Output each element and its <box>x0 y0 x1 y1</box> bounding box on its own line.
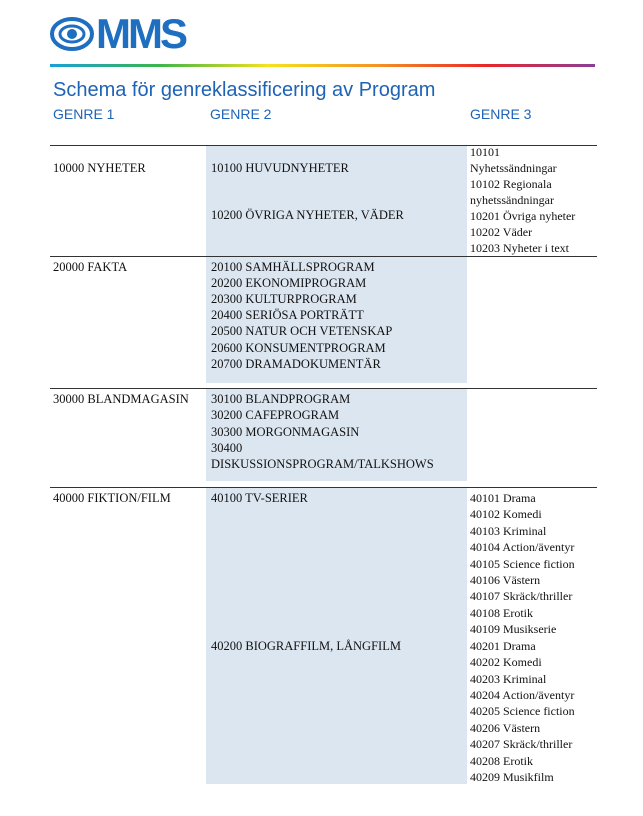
genre3-cell: 40104 Action/äventyr <box>470 540 575 554</box>
genre2-cell: DISKUSSIONSPROGRAM/TALKSHOWS <box>211 457 434 471</box>
mms-logo <box>50 12 185 56</box>
genre2-cell: 20500 NATUR OCH VETENSKAP <box>211 324 393 338</box>
section-divider <box>50 487 597 488</box>
genre2-cell: 20600 KONSUMENTPROGRAM <box>211 341 386 355</box>
genre3-cell: 40204 Action/äventyr <box>470 688 575 702</box>
rainbow-divider <box>50 64 595 67</box>
genre2-cell: 10200 ÖVRIGA NYHETER, VÄDER <box>211 208 404 222</box>
genre2-cell: 20700 DRAMADOKUMENTÄR <box>211 357 381 371</box>
genre3-cell: 40209 Musikfilm <box>470 770 554 784</box>
genre2-shade-fiktion <box>206 488 467 784</box>
genre2-cell: 30200 CAFEPROGRAM <box>211 408 340 422</box>
genre3-cell: 40202 Komedi <box>470 655 542 669</box>
genre3-cell: Nyhetssändningar <box>470 161 557 175</box>
genre2-cell: 40100 TV-SERIER <box>211 491 308 505</box>
genre3-cell: nyhetssändningar <box>470 193 554 207</box>
genre3-cell: 10101 <box>470 145 500 159</box>
column-header-genre3: GENRE 3 <box>470 106 532 122</box>
genre3-cell: 40201 Drama <box>470 639 536 653</box>
genre2-cell: 20100 SAMHÄLLSPROGRAM <box>211 260 375 274</box>
genre1-cell: 20000 FAKTA <box>53 260 128 274</box>
genre1-cell: 10000 NYHETER <box>53 161 146 175</box>
genre3-cell: 40108 Erotik <box>470 606 533 620</box>
genre1-cell: 40000 FIKTION/FILM <box>53 491 171 505</box>
genre3-cell: 40208 Erotik <box>470 754 533 768</box>
genre2-cell: 30300 MORGONMAGASIN <box>211 425 360 439</box>
genre2-cell: 20200 EKONOMIPROGRAM <box>211 276 367 290</box>
genre3-cell: 40105 Science fiction <box>470 557 575 571</box>
genre3-cell: 10202 Väder <box>470 225 533 239</box>
genre3-cell: 40102 Komedi <box>470 507 542 521</box>
genre2-cell: 30100 BLANDPROGRAM <box>211 392 351 406</box>
genre3-cell: 40205 Science fiction <box>470 704 575 718</box>
eye-icon <box>50 14 94 54</box>
genre3-cell: 40101 Drama <box>470 491 536 505</box>
genre3-cell: 40109 Musikserie <box>470 622 557 636</box>
section-divider <box>50 256 597 257</box>
genre3-cell: 40207 Skräck/thriller <box>470 737 573 751</box>
section-divider <box>50 388 597 389</box>
column-header-genre1: GENRE 1 <box>53 106 115 122</box>
logo-text: MMS <box>96 10 185 57</box>
genre2-cell: 10100 HUVUDNYHETER <box>211 161 349 175</box>
genre3-cell: 40106 Västern <box>470 573 541 587</box>
genre2-cell: 30400 <box>211 441 243 455</box>
page-title: Schema för genreklassificering av Program <box>53 79 436 101</box>
genre3-cell: 40206 Västern <box>470 721 541 735</box>
genre2-cell: 40200 BIOGRAFFILM, LÅNGFILM <box>211 639 401 653</box>
column-header-genre2: GENRE 2 <box>210 106 272 122</box>
genre3-cell: 10203 Nyheter i text <box>470 241 569 255</box>
genre3-cell: 10102 Regionala <box>470 177 552 191</box>
genre3-cell: 40103 Kriminal <box>470 524 547 538</box>
genre2-cell: 20400 SERIÖSA PORTRÄTT <box>211 308 364 322</box>
genre3-cell: 40107 Skräck/thriller <box>470 589 573 603</box>
genre1-cell: 30000 BLANDMAGASIN <box>53 392 189 406</box>
section-divider <box>50 145 597 146</box>
genre3-cell: 40203 Kriminal <box>470 672 547 686</box>
genre2-cell: 20300 KULTURPROGRAM <box>211 292 357 306</box>
genre3-cell: 10201 Övriga nyheter <box>470 209 576 223</box>
